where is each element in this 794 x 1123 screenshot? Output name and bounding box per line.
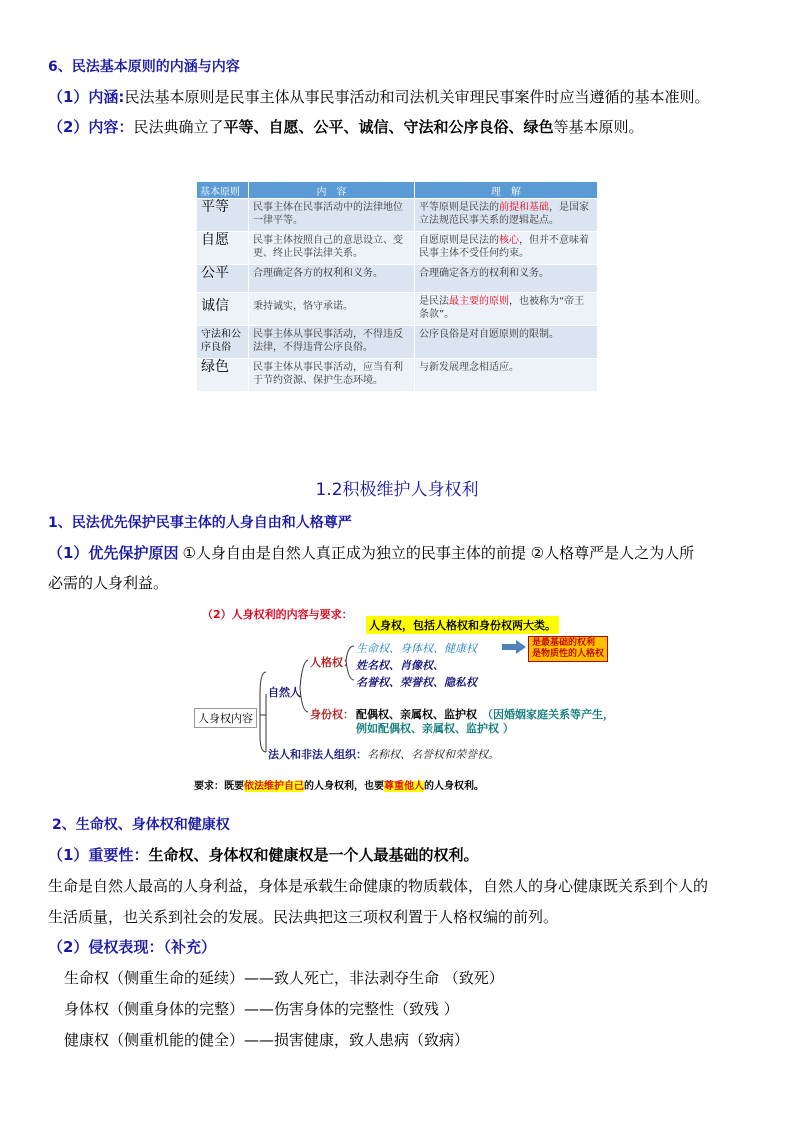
paragraph-line-2: 生活质量，也关系到社会的发展。民法典把这三项权利置于人格权编的前列。 [48,908,559,926]
reason-text: ①人身自由是自然人真正成为独立的民事主体的前提 ②人格尊严是人之为人所 [182,544,695,562]
list-item: 健康权（侧重机能的健全）——损害健康，致人患病（致病） [64,1031,470,1049]
paragraph-line-1: 生命是自然人最高的人身利益，身体是承载生命健康的物质载体，自然人的身心健康既关系到个人的 [48,877,709,895]
reason-line [48,543,694,563]
content-prefix: 民法典确立了 [133,118,224,136]
principle-name: 诚信 [197,293,249,326]
table-row [197,265,598,293]
rights-diagram [194,602,614,794]
principle-content: 合理确定各方的权利和义务。 [249,265,415,293]
principle-content: 民事主体从事民事活动，应当有利于节约资源、保护生态环境。 [249,359,415,392]
personality-line2: 姓名权、肖像权、 [356,659,444,672]
personality-line1: 生命权、身体权、健康权 [356,642,477,655]
principle-content: 秉持诚实，恪守承诺。 [249,293,415,326]
principle-content: 民事主体从事民事活动，不得违反法律，不得违背公序良俗。 [249,326,415,359]
principle-content: 民事主体按照自己的意思设立、变更、终止民事法律关系。 [249,232,415,265]
reason-label: （1）优先保护原因 [48,544,179,562]
identity-text: 配偶权、亲属权、监护权 [356,708,477,721]
principle-explain: 与新发展理念相适应。 [415,359,598,392]
diagram-callout: 是最基础的权利 是物质性的人格权 [528,636,608,662]
infringe-label: （2）侵权表现：（补充） [48,938,216,956]
principle-name: 绿色 [197,359,249,392]
point2-title: 2、生命权、身体权和健康权 [52,817,230,833]
diagram-heading: （2）人身权利的内容与要求： [202,608,353,621]
lesson-title: 1.2积极维护人身权利 [315,480,479,500]
table-row [197,199,598,232]
diagram-natural-person: 自然人 [268,686,301,699]
list-item: 身体权（侧重身体的完整）——伤害身体的完整性（致残 ） [64,1000,459,1018]
principles-table [196,181,598,392]
principle-content: 民事主体在民事活动中的法律地位一律平等。 [249,199,415,232]
header-principle: 基本原则 [197,182,249,199]
principle-explain: 自愿原则是民法的核心，但并不意味着民事主体不受任何约束。 [415,232,598,265]
content-label: （2）内容： [48,118,134,136]
content-principles: 平等、自愿、公平、诚信、守法和公序良俗、绿色 [223,118,554,136]
principle-explain: 公序良俗是对自愿原则的限制。 [415,326,598,359]
diagram-root: 人身权内容 [194,708,257,728]
identity-label: 身份权： [310,708,354,721]
principle-name: 公平 [197,265,249,293]
personality-label: 人格权： [310,656,354,669]
principle-explain: 合理确定各方的权利和义务。 [415,265,598,293]
personality-line3: 名誉权、荣誉权、隐私权 [356,676,477,689]
section-title: 6、民法基本原则的内涵与内容 [48,59,240,75]
content-suffix: 等基本原则。 [553,118,644,136]
diagram-banner: 人身权，包括人格权和身份权两大类。 [366,616,559,634]
principle-name: 自愿 [197,232,249,265]
connotation-text: 民法基本原则是民事主体从事民事活动和司法机关审理民事案件时应当遵循的基本准则。 [124,88,710,106]
connotation-label: （1）内涵: [48,88,125,106]
legal-line: 法人和非法人组织：名称权、名誉权和荣誉权。 [268,748,499,761]
importance-label: （1）重要性： [48,846,149,864]
list-item: 生命权（侧重生命的延续）——致人死亡，非法剥夺生命 （致死） [64,969,504,987]
requirement-line: 要求：既要依法维护自己的人身权利，也要尊重他人的人身权利。 [194,781,484,792]
point1-title: 1、民法优先保护民事主体的人身自由和人格尊严 [48,515,352,531]
connotation-line [48,87,709,107]
reason-line-2: 必需的人身利益。 [48,574,169,592]
table-row [197,293,598,326]
identity-note1: （因婚姻家庭关系等产生， [482,708,614,721]
principle-name: 平等 [197,199,249,232]
content-line [48,117,644,137]
principle-explain: 是民法最主要的原则，也被称为“帝王条款”。 [415,293,598,326]
table-row [197,326,598,359]
header-explain: 理 解 [415,182,598,199]
principle-name: 守法和公序良俗 [197,326,249,359]
header-content: 内 容 [249,182,415,199]
table-row [197,232,598,265]
importance-text: 生命权、身体权和健康权是一个人最基础的权利。 [148,846,479,864]
identity-note2: 例如配偶权、亲属权、监护权 ） [356,722,514,735]
importance-line [48,845,478,865]
principle-explain: 平等原则是民法的前提和基础，是国家立法规范民事关系的逻辑起点。 [415,199,598,232]
table-row [197,359,598,392]
